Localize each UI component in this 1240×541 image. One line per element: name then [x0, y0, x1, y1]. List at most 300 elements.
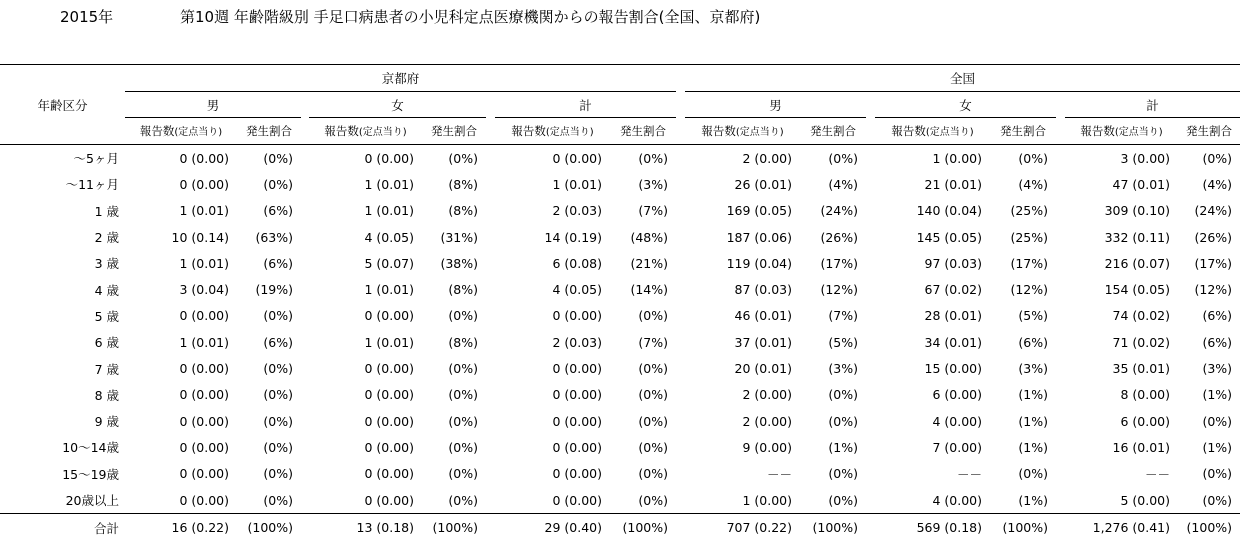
- gap-cell: [486, 224, 495, 250]
- gap-cell: [866, 303, 875, 329]
- ratio-cell: (0%): [638, 413, 669, 429]
- table-row: [0, 250, 1240, 276]
- age-header-spacer: [0, 118, 125, 145]
- ratio-cell: (1%): [1202, 439, 1233, 455]
- report-count-cell: 169 (0.05): [726, 203, 793, 219]
- report-count-cell: 2 (0.00): [742, 413, 793, 429]
- ratio-cell: (0%): [263, 439, 293, 455]
- gap-cell: [676, 250, 685, 276]
- gap-cell: [676, 276, 685, 302]
- gap-cell: [301, 250, 309, 276]
- report-count-cell: 2 (0.03): [552, 334, 602, 350]
- report-count-cell: 4 (0.00): [932, 492, 983, 508]
- ratio-cell: (0%): [828, 466, 859, 482]
- ratio-cell: (8%): [448, 176, 478, 192]
- gap-cell: [866, 329, 875, 355]
- table-row: [0, 434, 1240, 460]
- report-count-cell: 35 (0.01): [1112, 361, 1171, 377]
- region-header-kyoto: 京都府: [125, 65, 676, 92]
- gap-cell: [486, 329, 495, 355]
- report-count-cell: －－: [1145, 466, 1171, 482]
- age-label: 3 歳: [94, 256, 119, 272]
- column-header-reports: 報告数(定点当り): [125, 118, 237, 145]
- report-count-cell: 0 (0.00): [364, 492, 414, 508]
- ratio-cell: (0%): [263, 466, 293, 482]
- ratio-cell: (0%): [638, 150, 669, 166]
- age-label: 15～19歳: [62, 466, 119, 482]
- ratio-cell: (7%): [638, 334, 669, 350]
- gap-cell: [866, 198, 875, 224]
- gap-cell: [676, 224, 685, 250]
- table-row: [0, 171, 1240, 197]
- ratio-cell: (3%): [828, 361, 859, 377]
- ratio-cell: (21%): [630, 255, 669, 271]
- report-count-cell: 29 (0.40): [495, 514, 610, 541]
- report-count-cell: －－: [957, 466, 983, 482]
- gap-cell: [301, 276, 309, 302]
- ratio-cell: (0%): [448, 361, 478, 377]
- report-count-cell: 0 (0.00): [364, 439, 414, 455]
- gap-cell: [866, 408, 875, 434]
- report-count-cell: 9 (0.00): [742, 439, 793, 455]
- ratio-cell: (0%): [638, 361, 669, 377]
- report-count-cell: 1,276 (0.41): [1065, 514, 1178, 541]
- ratio-cell: (1%): [1018, 439, 1049, 455]
- report-count-cell: 3 (0.00): [1120, 150, 1171, 166]
- gap-cell: [676, 145, 685, 172]
- ratio-cell: (4%): [1202, 176, 1233, 192]
- gap-cell: [486, 355, 495, 381]
- gap-cell: [486, 92, 495, 118]
- gap-cell: [1056, 145, 1065, 172]
- age-label: 合計: [0, 514, 125, 541]
- ratio-cell: (0%): [448, 150, 478, 166]
- report-count-cell: 0 (0.00): [364, 308, 414, 324]
- gap-cell: [1056, 250, 1065, 276]
- age-label: 9 歳: [94, 414, 119, 430]
- gap-cell: [1056, 408, 1065, 434]
- gap-cell: [486, 514, 495, 541]
- sex-header: 男: [125, 92, 301, 118]
- report-count-cell: 2 (0.00): [742, 387, 793, 403]
- age-label: 5 歳: [94, 308, 119, 324]
- report-count-cell: 4 (0.05): [364, 229, 414, 245]
- age-label: 1 歳: [94, 203, 119, 219]
- report-count-cell: 119 (0.04): [726, 255, 793, 271]
- table-row: [0, 382, 1240, 408]
- report-count-cell: 6 (0.00): [932, 387, 983, 403]
- report-count-cell: 0 (0.00): [179, 439, 229, 455]
- ratio-cell: (0%): [638, 492, 669, 508]
- ratio-cell: (0%): [448, 466, 478, 482]
- ratio-cell: (0%): [1018, 150, 1049, 166]
- ratio-cell: (0%): [263, 308, 293, 324]
- ratio-cell: (0%): [828, 413, 859, 429]
- ratio-cell: (19%): [255, 282, 293, 298]
- gap-cell: [676, 487, 685, 514]
- report-count-cell: 6 (0.00): [1120, 413, 1171, 429]
- report-count-cell: 28 (0.01): [924, 308, 983, 324]
- gap-cell: [486, 487, 495, 514]
- gap-cell: [486, 276, 495, 302]
- report-count-cell: 0 (0.00): [364, 413, 414, 429]
- gap-cell: [866, 487, 875, 514]
- report-count-cell: 0 (0.00): [552, 492, 602, 508]
- ratio-cell: (0%): [1202, 413, 1233, 429]
- gap-cell: [1056, 118, 1065, 145]
- ratio-cell: (0%): [263, 361, 293, 377]
- ratio-cell: (0%): [638, 466, 669, 482]
- gap-cell: [676, 303, 685, 329]
- gap-cell: [1056, 487, 1065, 514]
- report-count-cell: 0 (0.00): [364, 466, 414, 482]
- header-row-sex: [0, 92, 1240, 118]
- table-row: [0, 487, 1240, 514]
- report-count-cell: 1 (0.01): [364, 176, 414, 192]
- gap-cell: [1056, 92, 1065, 118]
- report-count-cell: 1 (0.01): [179, 203, 229, 219]
- region-header-national: 全国: [685, 65, 1240, 92]
- report-count-cell: 6 (0.08): [552, 255, 602, 271]
- ratio-cell: (100%): [990, 514, 1056, 541]
- ratio-cell: (1%): [1202, 387, 1233, 403]
- sex-header: 女: [875, 92, 1056, 118]
- ratio-cell: (6%): [263, 255, 293, 271]
- gap-cell: [676, 408, 685, 434]
- gap-cell: [301, 171, 309, 197]
- ratio-cell: (38%): [440, 255, 478, 271]
- table-row: [0, 198, 1240, 224]
- header-row-columns: [0, 118, 1240, 145]
- report-count-cell: 216 (0.07): [1104, 255, 1171, 271]
- ratio-cell: (0%): [448, 492, 478, 508]
- column-header-ratio: 発生割合: [990, 118, 1056, 145]
- table-row: [0, 145, 1240, 172]
- report-count-cell: 1 (0.00): [932, 150, 983, 166]
- report-count-cell: 10 (0.14): [171, 229, 229, 245]
- gap-cell: [676, 461, 685, 487]
- age-label: 2 歳: [94, 230, 119, 246]
- gap-cell: [866, 276, 875, 302]
- column-header-ratio: 発生割合: [422, 118, 486, 145]
- report-count-cell: 332 (0.11): [1104, 229, 1171, 245]
- gap-cell: [486, 382, 495, 408]
- report-count-cell: 1 (0.00): [742, 492, 793, 508]
- ratio-cell: (1%): [1018, 413, 1049, 429]
- report-count-cell: 0 (0.00): [552, 439, 602, 455]
- report-count-cell: 5 (0.07): [364, 255, 414, 271]
- report-count-cell: 67 (0.02): [924, 282, 983, 298]
- report-count-cell: 0 (0.00): [552, 361, 602, 377]
- report-count-cell: 140 (0.04): [916, 203, 983, 219]
- ratio-cell: (24%): [820, 203, 859, 219]
- report-count-cell: 0 (0.00): [179, 150, 229, 166]
- ratio-cell: (6%): [263, 203, 293, 219]
- ratio-cell: (3%): [1202, 361, 1233, 377]
- gap-cell: [676, 514, 685, 541]
- ratio-cell: (100%): [422, 514, 486, 541]
- ratio-cell: (0%): [1018, 466, 1049, 482]
- gap-cell: [301, 92, 309, 118]
- table-row: [0, 461, 1240, 487]
- ratio-cell: (7%): [828, 308, 859, 324]
- report-count-cell: 0 (0.00): [552, 308, 602, 324]
- gap-cell: [676, 198, 685, 224]
- report-count-cell: 8 (0.00): [1120, 387, 1171, 403]
- gap-cell: [301, 145, 309, 172]
- gap-cell: [301, 382, 309, 408]
- gap-cell: [866, 224, 875, 250]
- ratio-cell: (1%): [1018, 492, 1049, 508]
- report-count-cell: 1 (0.01): [179, 334, 229, 350]
- report-count-cell: 34 (0.01): [924, 334, 983, 350]
- ratio-cell: (0%): [828, 387, 859, 403]
- age-header-spacer: [0, 65, 125, 92]
- report-count-cell: 14 (0.19): [544, 229, 602, 245]
- ratio-cell: (7%): [638, 203, 669, 219]
- gap-cell: [1056, 355, 1065, 381]
- ratio-cell: (12%): [1194, 282, 1233, 298]
- gap-cell: [866, 355, 875, 381]
- header-row-region: [0, 65, 1240, 92]
- ratio-cell: (0%): [263, 150, 293, 166]
- report-count-cell: 13 (0.18): [309, 514, 422, 541]
- ratio-cell: (0%): [638, 387, 669, 403]
- column-header-reports: 報告数(定点当り): [309, 118, 422, 145]
- age-label: 6 歳: [94, 335, 119, 351]
- report-count-cell: 97 (0.03): [924, 255, 983, 271]
- report-count-cell: 2 (0.00): [742, 150, 793, 166]
- ratio-cell: (0%): [448, 413, 478, 429]
- report-count-cell: 71 (0.02): [1112, 334, 1171, 350]
- report-count-cell: 0 (0.00): [552, 387, 602, 403]
- report-count-cell: 2 (0.03): [552, 203, 602, 219]
- report-count-cell: 0 (0.00): [364, 361, 414, 377]
- gap-cell: [486, 118, 495, 145]
- gap-cell: [301, 487, 309, 514]
- gap-cell: [486, 434, 495, 460]
- gap-cell: [1056, 171, 1065, 197]
- ratio-cell: (0%): [448, 387, 478, 403]
- ratio-cell: (12%): [820, 282, 859, 298]
- gap-cell: [486, 461, 495, 487]
- gap-cell: [866, 461, 875, 487]
- gap-cell: [866, 434, 875, 460]
- report-count-cell: 0 (0.00): [179, 413, 229, 429]
- ratio-cell: (31%): [440, 229, 478, 245]
- column-header-ratio: 発生割合: [610, 118, 676, 145]
- ratio-cell: (17%): [1194, 255, 1233, 271]
- gap-cell: [676, 329, 685, 355]
- ratio-cell: (3%): [638, 176, 669, 192]
- report-count-cell: 1 (0.01): [364, 334, 414, 350]
- ratio-cell: (0%): [263, 413, 293, 429]
- table-row: [0, 329, 1240, 355]
- report-count-cell: 0 (0.00): [364, 150, 414, 166]
- age-label: 20歳以上: [65, 493, 119, 508]
- ratio-cell: (0%): [448, 439, 478, 455]
- age-label: 7 歳: [94, 361, 119, 377]
- gap-cell: [866, 514, 875, 541]
- ratio-cell: (26%): [1194, 229, 1233, 245]
- gap-cell: [1056, 329, 1065, 355]
- report-count-cell: 4 (0.05): [552, 282, 602, 298]
- report-count-cell: 47 (0.01): [1112, 176, 1171, 192]
- ratio-cell: (25%): [1010, 229, 1049, 245]
- gap-cell: [866, 118, 875, 145]
- age-label: ～5ヶ月: [73, 151, 119, 167]
- report-count-cell: 37 (0.01): [734, 334, 793, 350]
- ratio-cell: (0%): [638, 308, 669, 324]
- gap-cell: [301, 408, 309, 434]
- ratio-cell: (1%): [828, 439, 859, 455]
- report-count-cell: 1 (0.01): [179, 255, 229, 271]
- ratio-cell: (100%): [800, 514, 866, 541]
- report-table: [0, 64, 1240, 541]
- year-label: 2015年: [60, 8, 114, 26]
- report-count-cell: 87 (0.03): [734, 282, 793, 298]
- gap-cell: [866, 92, 875, 118]
- report-count-cell: 26 (0.01): [734, 176, 793, 192]
- column-header-reports: 報告数(定点当り): [495, 118, 610, 145]
- report-count-cell: 20 (0.01): [734, 361, 793, 377]
- report-count-cell: 309 (0.10): [1104, 203, 1171, 219]
- ratio-cell: (0%): [1202, 492, 1233, 508]
- ratio-cell: (0%): [638, 439, 669, 455]
- report-count-cell: 0 (0.00): [364, 387, 414, 403]
- ratio-cell: (6%): [1202, 308, 1233, 324]
- ratio-cell: (3%): [1018, 361, 1049, 377]
- gap-cell: [866, 171, 875, 197]
- ratio-cell: (12%): [1010, 282, 1049, 298]
- gap-cell: [866, 382, 875, 408]
- column-header-ratio: 発生割合: [800, 118, 866, 145]
- ratio-cell: (4%): [1018, 176, 1049, 192]
- gap-cell: [676, 355, 685, 381]
- column-header-ratio: 発生割合: [1178, 118, 1240, 145]
- gap-cell: [301, 355, 309, 381]
- title-row: [0, 6, 1220, 30]
- table-row: [0, 224, 1240, 250]
- report-count-cell: 0 (0.00): [552, 413, 602, 429]
- report-count-cell: 1 (0.01): [364, 282, 414, 298]
- column-header-ratio: 発生割合: [237, 118, 301, 145]
- gap-cell: [1056, 198, 1065, 224]
- table-row: [0, 408, 1240, 434]
- age-label: 8 歳: [94, 387, 119, 403]
- gap-cell: [301, 434, 309, 460]
- ratio-cell: (63%): [255, 229, 293, 245]
- gap-cell: [676, 434, 685, 460]
- ratio-cell: (0%): [263, 176, 293, 192]
- sex-header: 男: [685, 92, 866, 118]
- report-count-cell: 0 (0.00): [179, 308, 229, 324]
- gap-cell: [866, 145, 875, 172]
- table-row: [0, 276, 1240, 302]
- report-count-cell: 3 (0.04): [179, 282, 229, 298]
- report-count-cell: 74 (0.02): [1112, 308, 1171, 324]
- ratio-cell: (17%): [820, 255, 859, 271]
- ratio-cell: (0%): [1202, 150, 1233, 166]
- report-count-cell: 0 (0.00): [179, 387, 229, 403]
- report-count-cell: 0 (0.00): [552, 466, 602, 482]
- gap-cell: [1056, 303, 1065, 329]
- report-count-cell: 16 (0.01): [1112, 439, 1171, 455]
- table-row: [0, 355, 1240, 381]
- gap-cell: [1056, 276, 1065, 302]
- ratio-cell: (0%): [1202, 466, 1233, 482]
- report-count-cell: 21 (0.01): [924, 176, 983, 192]
- gap-cell: [301, 303, 309, 329]
- gap-cell: [676, 118, 685, 145]
- gap-cell: [486, 408, 495, 434]
- ratio-cell: (0%): [828, 492, 859, 508]
- age-header: 年齢区分: [37, 97, 88, 113]
- sex-header: 女: [309, 92, 486, 118]
- gap-cell: [486, 171, 495, 197]
- report-count-cell: 154 (0.05): [1104, 282, 1171, 298]
- column-header-reports: 報告数(定点当り): [1065, 118, 1178, 145]
- table-row: [0, 303, 1240, 329]
- ratio-cell: (4%): [828, 176, 859, 192]
- report-count-cell: 16 (0.22): [125, 514, 237, 541]
- total-row: [0, 514, 1240, 541]
- gap-cell: [866, 250, 875, 276]
- age-label: ～11ヶ月: [65, 177, 119, 193]
- ratio-cell: (8%): [448, 282, 478, 298]
- report-count-cell: 145 (0.05): [916, 229, 983, 245]
- ratio-cell: (48%): [630, 229, 669, 245]
- ratio-cell: (100%): [610, 514, 676, 541]
- ratio-cell: (17%): [1010, 255, 1049, 271]
- region-gap: [676, 65, 685, 92]
- report-count-cell: 707 (0.22): [685, 514, 800, 541]
- sex-header: 計: [1065, 92, 1240, 118]
- gap-cell: [676, 92, 685, 118]
- column-header-reports: 報告数(定点当り): [685, 118, 800, 145]
- ratio-cell: (5%): [828, 334, 859, 350]
- report-count-cell: 0 (0.00): [179, 492, 229, 508]
- ratio-cell: (0%): [263, 387, 293, 403]
- report-count-cell: 569 (0.18): [875, 514, 990, 541]
- ratio-cell: (6%): [1202, 334, 1233, 350]
- report-count-cell: 4 (0.00): [932, 413, 983, 429]
- gap-cell: [1056, 514, 1065, 541]
- gap-cell: [676, 171, 685, 197]
- ratio-cell: (25%): [1010, 203, 1049, 219]
- column-header-reports: 報告数(定点当り): [875, 118, 990, 145]
- gap-cell: [301, 118, 309, 145]
- report-count-cell: 1 (0.01): [364, 203, 414, 219]
- gap-cell: [1056, 434, 1065, 460]
- age-label: 10～14歳: [62, 440, 119, 456]
- ratio-cell: (6%): [1018, 334, 1049, 350]
- ratio-cell: (100%): [237, 514, 301, 541]
- ratio-cell: (6%): [263, 334, 293, 350]
- report-count-cell: 0 (0.00): [179, 361, 229, 377]
- gap-cell: [486, 198, 495, 224]
- ratio-cell: (8%): [448, 203, 478, 219]
- report-count-cell: 5 (0.00): [1120, 492, 1171, 508]
- report-count-cell: 0 (0.00): [179, 176, 229, 192]
- ratio-cell: (0%): [263, 492, 293, 508]
- ratio-cell: (0%): [448, 308, 478, 324]
- ratio-cell: (14%): [630, 282, 669, 298]
- gap-cell: [301, 224, 309, 250]
- ratio-cell: (0%): [828, 150, 859, 166]
- page-title: 第10週 年齢階級別 手足口病患者の小児科定点医療機関からの報告割合(全国、京都府): [180, 8, 761, 26]
- sex-header: 計: [495, 92, 676, 118]
